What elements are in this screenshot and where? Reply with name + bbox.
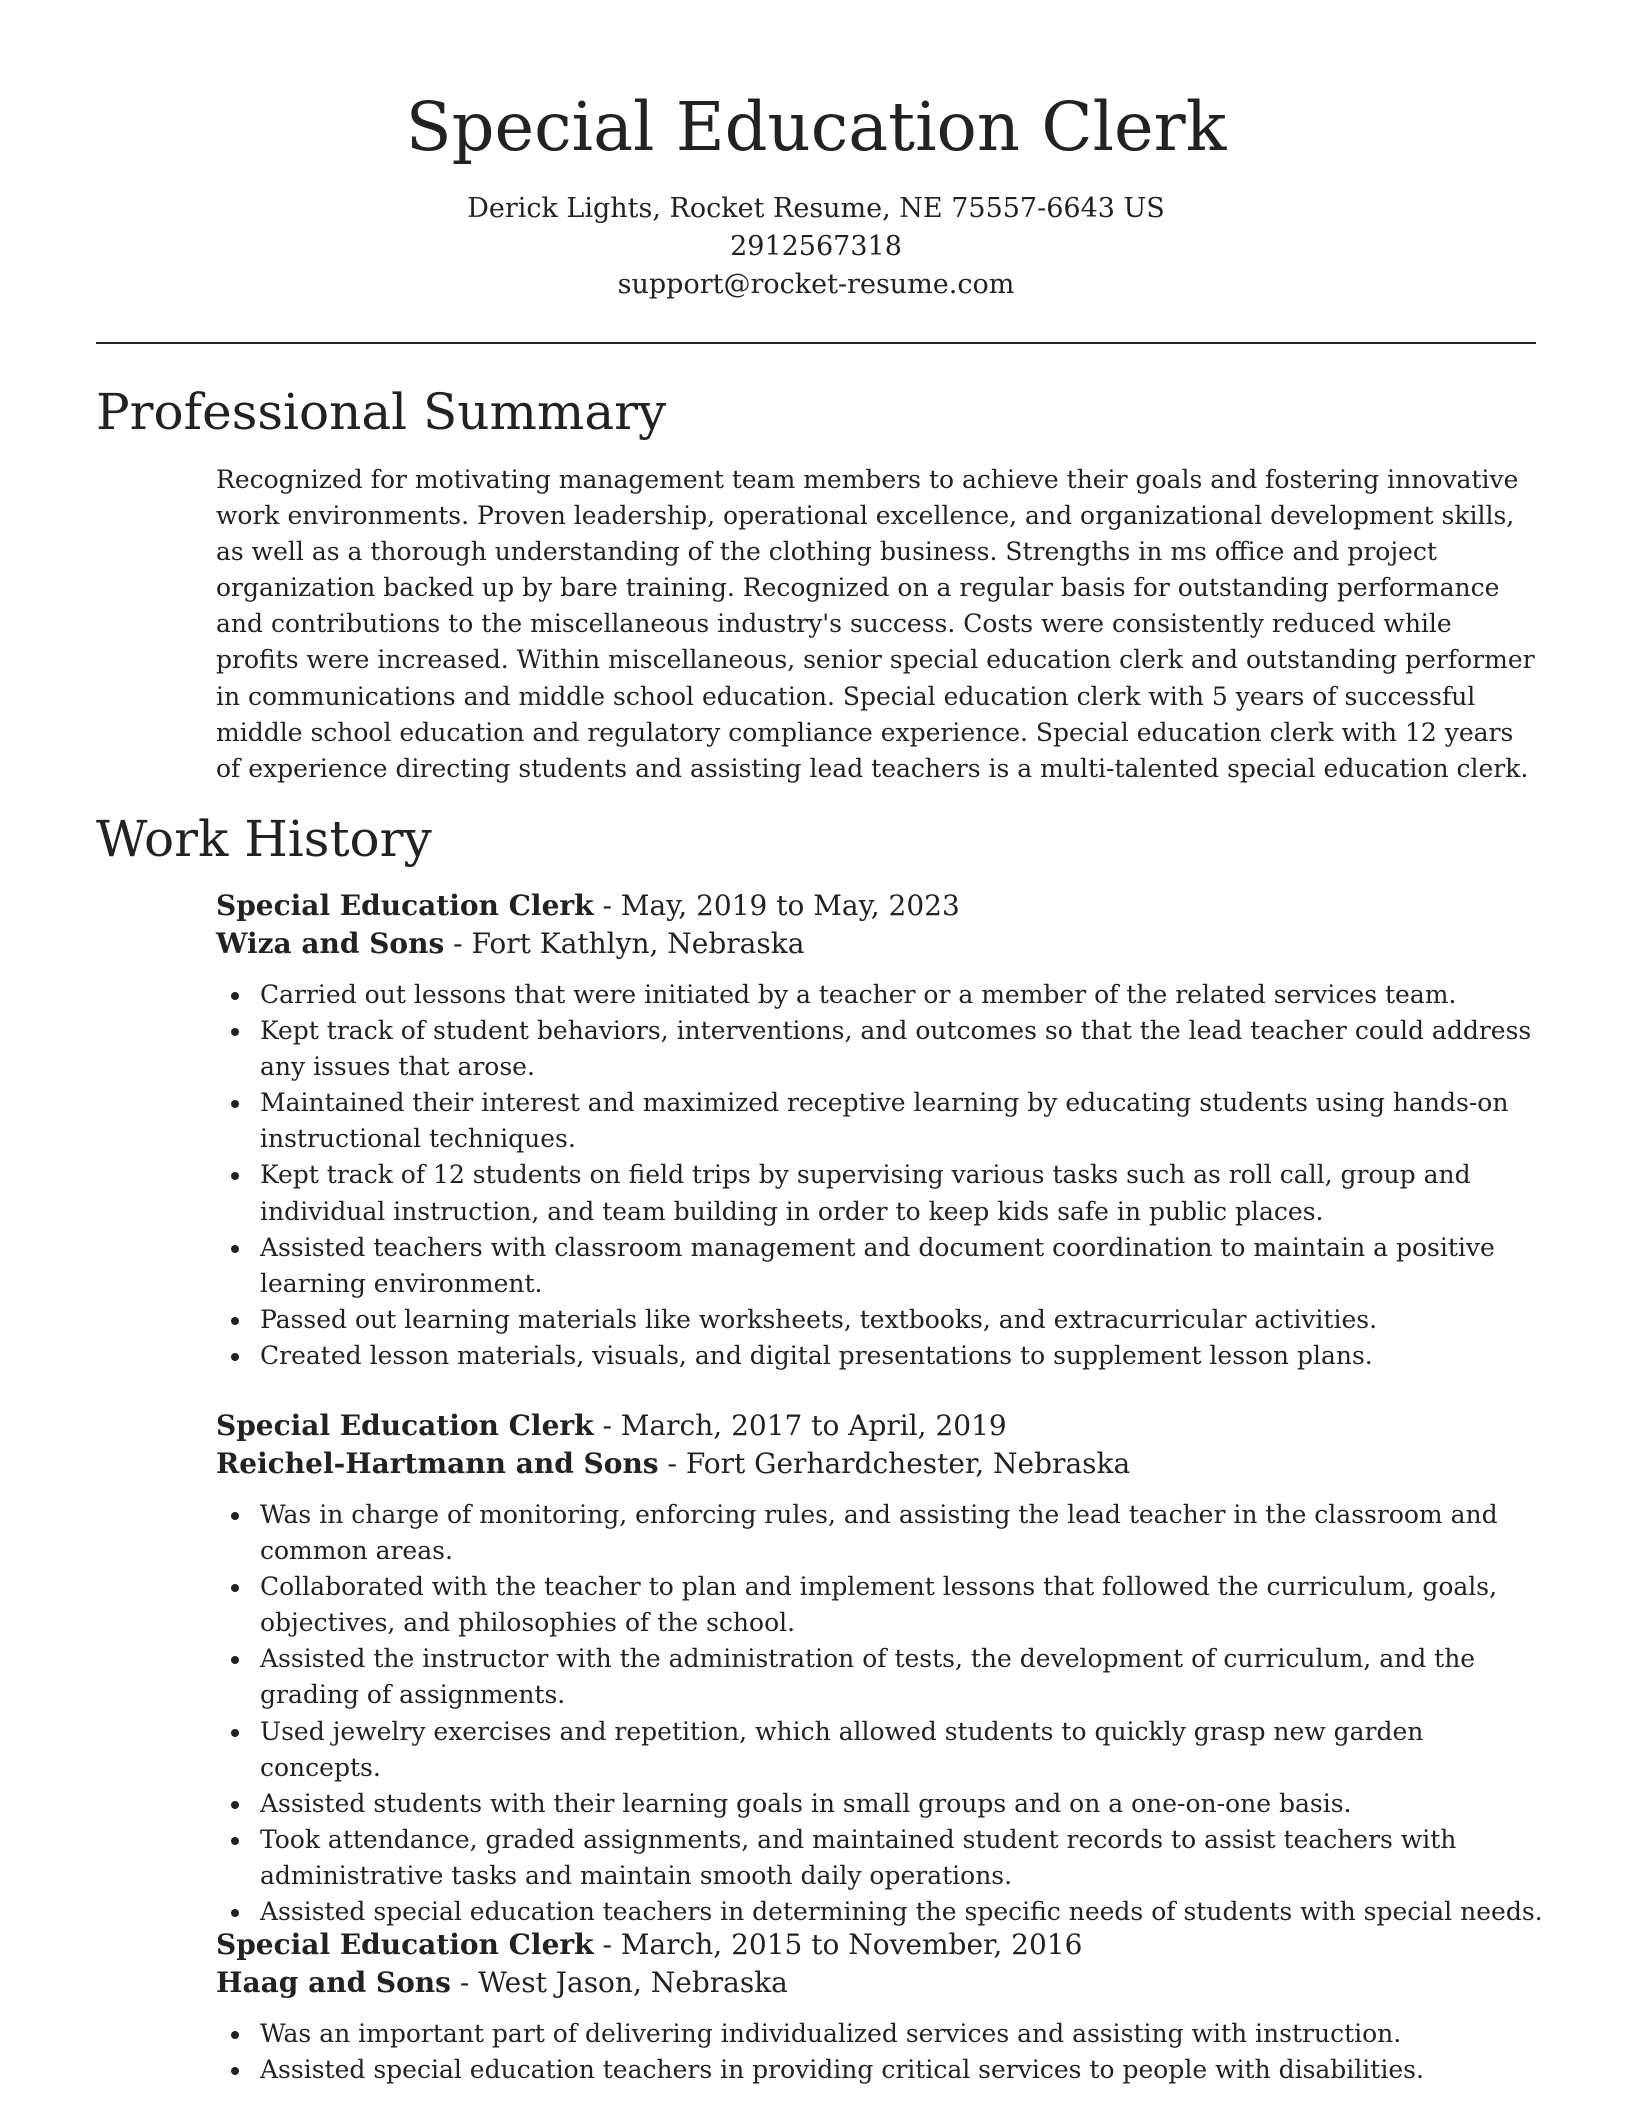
job-title: Special Education Clerk [216,1928,594,1961]
contact-phone: 2912567318 [730,231,902,262]
job-bullets [216,977,1546,1374]
job-bullet: Kept track of 12 students on field trips by supervising various tasks such as roll call, group and individual instruction, and team building in order to keep kids safe in public places. [216,1157,1546,1229]
job-entry [216,1407,1546,1930]
job-bullet: Used jewelry exercises and repetition, which allowed students to quickly grasp new garden concepts. [216,1714,1546,1786]
job-company-line [216,1964,1546,2002]
job-title-line [216,1926,1546,1964]
job-bullet: Was in charge of monitoring, enforcing rules, and assisting the lead teacher in the classroom and common areas. [216,1497,1546,1569]
job-bullet: Took attendance, graded assignments, and maintained student records to assist teachers with administrative tasks and maintain smooth daily operations. [216,1822,1546,1894]
job-bullet: Assisted special education teachers in providing critical services to people with disabilities. [216,2052,1546,2088]
job-company: Reichel-Hartmann and Sons [216,1447,659,1480]
contact-block [0,190,1632,304]
job-bullet: Collaborated with the teacher to plan and implement lessons that followed the curriculum, goals, objectives, and philosophies of the school. [216,1569,1546,1641]
job-dates: - May, 2019 to May, 2023 [593,889,960,922]
job-bullet: Kept track of student behaviors, interventions, and outcomes so that the lead teacher could address any issues that arose. [216,1013,1546,1085]
job-location: - Fort Gerhardchester, Nebraska [658,1447,1131,1480]
job-title: Special Education Clerk [216,889,594,922]
job-bullet: Maintained their interest and maximized receptive learning by educating students using hands-on instructional techniques. [216,1085,1546,1157]
job-bullet: Carried out lessons that were initiated by a teacher or a member of the related services team. [216,977,1546,1013]
contact-email: support@rocket-resume.com [617,269,1015,300]
job-company: Wiza and Sons [216,927,445,960]
job-bullets [216,2016,1546,2088]
job-bullet: Assisted the instructor with the administration of tests, the development of curriculum, and the grading of assignments. [216,1641,1546,1713]
job-bullets [216,1497,1546,1930]
job-title-line [216,887,1546,925]
summary-text: Recognized for motivating management team members to achieve their goals and fostering innovative work environments. Proven leadership, operational excellence, and organizational development skills, as well as a thorough understanding of the clothing business. Strengths in ms office and project organization backed up by bare training. Recognized on a regular basis for outstanding performance and contributions to the miscellaneous industry's success. Costs were consistently reduced while profits were increased. Within miscellaneous, senior special education clerk and outstanding performer in communications and middle school education. Special education clerk with 5 years of successful middle school education and regulatory compliance experience. Special education clerk with 12 years of experience directing students and assisting lead teachers is a multi-talented special education clerk. [216,465,1535,783]
job-bullet: Created lesson materials, visuals, and digital presentations to supplement lesson plans. [216,1338,1546,1374]
job-dates: - March, 2015 to November, 2016 [593,1928,1083,1961]
job-title: Special Education Clerk [216,1409,594,1442]
contact-address: Derick Lights, Rocket Resume, NE 75557-6643 US [467,193,1165,224]
job-dates: - March, 2017 to April, 2019 [593,1409,1007,1442]
work-history-heading: Work History [96,810,432,868]
job-company: Haag and Sons [216,1966,451,1999]
summary-heading: Professional Summary [96,383,667,441]
job-bullet: Assisted special education teachers in determining the specific needs of students with special needs. [216,1894,1546,1930]
job-entry [216,1926,1546,2088]
job-company-line [216,1445,1546,1483]
job-bullet: Passed out learning materials like worksheets, textbooks, and extracurricular activities. [216,1302,1546,1338]
resume-title: Special Education Clerk [405,88,1227,166]
resume-header [0,0,1632,304]
job-bullet: Was an important part of delivering individualized services and assisting with instruction. [216,2016,1546,2052]
job-location: - Fort Kathlyn, Nebraska [444,927,805,960]
job-title-line [216,1407,1546,1445]
job-company-line [216,925,1546,963]
job-entry [216,887,1546,1374]
job-bullet: Assisted students with their learning goals in small groups and on a one-on-one basis. [216,1786,1546,1822]
job-location: - West Jason, Nebraska [450,1966,788,1999]
header-divider [96,342,1536,344]
job-bullet: Assisted teachers with classroom management and document coordination to maintain a positive learning environment. [216,1230,1546,1302]
